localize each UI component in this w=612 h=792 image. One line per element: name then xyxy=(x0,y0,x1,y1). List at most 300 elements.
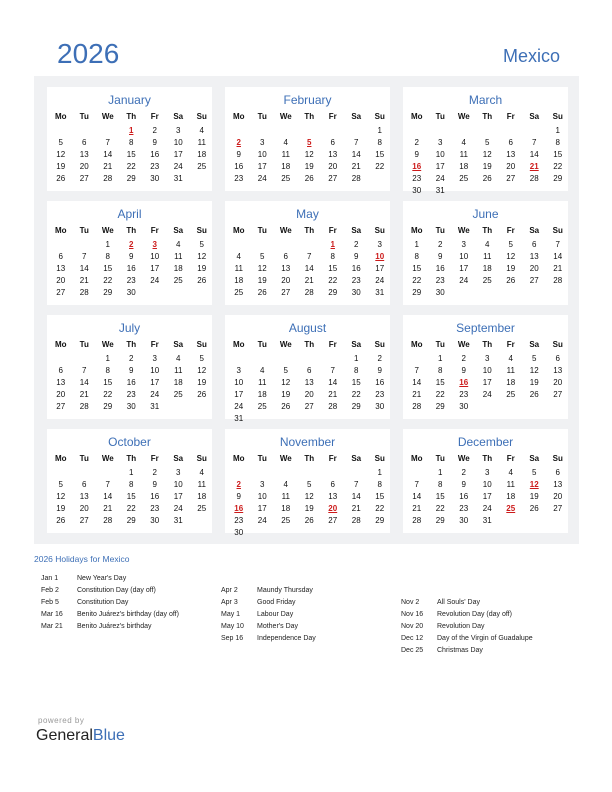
weekday-header: Su xyxy=(196,454,207,463)
month-name: June xyxy=(472,207,499,221)
day-cell: 19 xyxy=(482,162,492,171)
day-cell: 28 xyxy=(328,402,338,411)
day-cell: 22 xyxy=(103,390,113,399)
day-cell: 17 xyxy=(150,378,160,387)
month-july xyxy=(47,315,212,419)
day-cell: 15 xyxy=(126,150,136,159)
day-cell: 20 xyxy=(56,390,66,399)
day-cell: 9 xyxy=(152,480,157,489)
day-cell: 26 xyxy=(529,504,539,513)
weekday-header: We xyxy=(279,454,292,463)
day-cell: 17 xyxy=(173,492,183,501)
weekday-header: Sa xyxy=(173,340,184,349)
day-cell: 20 xyxy=(506,162,516,171)
day-cell: 6 xyxy=(555,468,560,477)
weekday-header: Fr xyxy=(506,340,515,349)
day-cell: 8 xyxy=(330,252,335,261)
day-cell: 24 xyxy=(150,390,160,399)
weekday-header: We xyxy=(101,340,114,349)
holiday-day-cell: 2 xyxy=(236,138,241,147)
day-cell: 4 xyxy=(176,240,181,249)
day-cell: 17 xyxy=(173,150,183,159)
day-cell: 2 xyxy=(461,354,466,363)
day-cell: 26 xyxy=(304,174,314,183)
day-cell: 8 xyxy=(377,138,382,147)
day-cell: 10 xyxy=(257,492,267,501)
holiday-entry xyxy=(221,635,316,642)
day-cell: 13 xyxy=(79,150,89,159)
weekday-header: We xyxy=(101,112,114,121)
day-cell: 2 xyxy=(438,240,443,249)
weekday-header: Su xyxy=(552,112,563,121)
day-cell: 9 xyxy=(414,150,419,159)
day-cell: 19 xyxy=(529,378,539,387)
day-cell: 6 xyxy=(283,252,288,261)
weekday-header: Sa xyxy=(351,454,362,463)
holiday-date: Nov 16 xyxy=(401,611,424,618)
day-cell: 5 xyxy=(307,480,312,489)
day-cell: 8 xyxy=(129,138,134,147)
day-cell: 11 xyxy=(197,480,206,489)
day-cell: 21 xyxy=(412,390,422,399)
weekday-header: Mo xyxy=(232,112,245,121)
day-cell: 29 xyxy=(375,516,385,525)
weekday-header: Tu xyxy=(257,454,267,463)
day-cell: 13 xyxy=(56,378,66,387)
day-cell: 4 xyxy=(236,252,241,261)
day-cell: 29 xyxy=(126,174,136,183)
day-cell: 18 xyxy=(482,264,492,273)
weekday-header: Fr xyxy=(328,340,337,349)
day-cell: 2 xyxy=(152,468,157,477)
weekday-header: Su xyxy=(196,340,207,349)
day-cell: 28 xyxy=(103,516,113,525)
day-cell: 5 xyxy=(485,138,490,147)
day-cell: 7 xyxy=(330,366,335,375)
month-august xyxy=(225,315,390,423)
holidays-title: 2026 Holidays for Mexico xyxy=(34,554,130,564)
day-cell: 24 xyxy=(173,504,183,513)
day-cell: 23 xyxy=(459,390,469,399)
weekday-header: Th xyxy=(482,454,493,463)
day-cell: 31 xyxy=(435,186,445,195)
day-cell: 25 xyxy=(173,390,183,399)
day-cell: 4 xyxy=(508,354,513,363)
day-cell: 15 xyxy=(375,150,385,159)
day-cell: 20 xyxy=(553,378,563,387)
day-cell: 11 xyxy=(197,138,206,147)
day-cell: 29 xyxy=(435,402,445,411)
day-cell: 23 xyxy=(126,390,136,399)
day-cell: 10 xyxy=(482,366,492,375)
day-cell: 4 xyxy=(199,126,204,135)
day-cell: 11 xyxy=(174,252,183,261)
day-cell: 20 xyxy=(79,504,89,513)
day-cell: 31 xyxy=(375,288,385,297)
day-cell: 27 xyxy=(328,174,338,183)
month-name: April xyxy=(117,207,142,221)
day-cell: 31 xyxy=(150,402,160,411)
weekday-header: We xyxy=(101,226,114,235)
day-cell: 26 xyxy=(304,516,314,525)
day-cell: 23 xyxy=(351,276,361,285)
day-cell: 25 xyxy=(234,288,244,297)
day-cell: 28 xyxy=(351,174,361,183)
day-cell: 29 xyxy=(412,288,422,297)
day-cell: 11 xyxy=(459,150,468,159)
weekday-header: Sa xyxy=(173,226,184,235)
day-cell: 8 xyxy=(354,366,359,375)
day-cell: 10 xyxy=(459,252,469,261)
holiday-day-cell: 16 xyxy=(459,378,469,387)
day-cell: 18 xyxy=(281,504,291,513)
weekday-header: Tu xyxy=(79,340,89,349)
day-cell: 14 xyxy=(328,378,338,387)
weekday-header: We xyxy=(457,340,470,349)
weekday-header: Su xyxy=(196,112,207,121)
day-cell: 23 xyxy=(234,174,244,183)
day-cell: 1 xyxy=(414,240,419,249)
day-cell: 27 xyxy=(281,288,291,297)
month-march xyxy=(403,87,568,195)
day-cell: 21 xyxy=(79,390,89,399)
day-cell: 20 xyxy=(79,162,89,171)
day-cell: 28 xyxy=(103,174,113,183)
day-cell: 3 xyxy=(438,138,443,147)
weekday-header: Tu xyxy=(435,112,445,121)
day-cell: 7 xyxy=(555,240,560,249)
day-cell: 2 xyxy=(152,126,157,135)
day-cell: 25 xyxy=(197,504,207,513)
day-cell: 6 xyxy=(330,480,335,489)
day-cell: 14 xyxy=(351,150,361,159)
day-cell: 12 xyxy=(482,150,492,159)
holiday-name: Constitution Day (day off) xyxy=(77,587,156,594)
day-cell: 29 xyxy=(126,516,136,525)
holiday-entry xyxy=(401,647,483,654)
day-cell: 13 xyxy=(79,492,89,501)
holiday-day-cell: 5 xyxy=(307,138,312,147)
weekday-header: Su xyxy=(552,340,563,349)
day-cell: 25 xyxy=(506,390,516,399)
day-cell: 24 xyxy=(482,390,492,399)
day-cell: 5 xyxy=(260,252,265,261)
weekday-header: Mo xyxy=(232,340,245,349)
holiday-name: Revolution Day (day off) xyxy=(437,611,512,618)
weekday-header: Tu xyxy=(79,454,89,463)
weekday-header: We xyxy=(101,454,114,463)
day-cell: 29 xyxy=(103,288,113,297)
day-cell: 11 xyxy=(234,264,243,273)
day-cell: 28 xyxy=(412,516,422,525)
day-cell: 8 xyxy=(129,480,134,489)
day-cell: 28 xyxy=(412,402,422,411)
day-cell: 23 xyxy=(435,276,445,285)
day-cell: 1 xyxy=(555,126,560,135)
holiday-name: Maundy Thursday xyxy=(257,587,313,594)
day-cell: 15 xyxy=(412,264,422,273)
day-cell: 22 xyxy=(126,162,136,171)
day-cell: 22 xyxy=(126,504,136,513)
day-cell: 21 xyxy=(304,276,314,285)
day-cell: 18 xyxy=(234,276,244,285)
day-cell: 25 xyxy=(197,162,207,171)
holiday-name: New Year's Day xyxy=(77,575,127,582)
holiday-date: Feb 2 xyxy=(41,587,59,594)
day-cell: 30 xyxy=(126,402,136,411)
weekday-header: Th xyxy=(304,454,315,463)
day-cell: 6 xyxy=(307,366,312,375)
day-cell: 4 xyxy=(283,480,288,489)
day-cell: 6 xyxy=(58,366,63,375)
weekday-header: Mo xyxy=(54,454,67,463)
day-cell: 1 xyxy=(377,468,382,477)
day-cell: 3 xyxy=(176,468,181,477)
day-cell: 27 xyxy=(56,402,66,411)
month-name: October xyxy=(108,435,151,449)
day-cell: 15 xyxy=(351,378,361,387)
holiday-name: Labour Day xyxy=(257,611,294,618)
day-cell: 15 xyxy=(103,264,113,273)
day-cell: 18 xyxy=(459,162,469,171)
weekday-header: We xyxy=(457,226,470,235)
calendar-grid xyxy=(34,76,579,544)
day-cell: 30 xyxy=(234,528,244,537)
day-cell: 21 xyxy=(103,504,113,513)
day-cell: 6 xyxy=(508,138,513,147)
day-cell: 30 xyxy=(375,402,385,411)
day-cell: 18 xyxy=(281,162,291,171)
day-cell: 27 xyxy=(79,516,89,525)
day-cell: 30 xyxy=(150,516,160,525)
weekday-header: Th xyxy=(126,226,137,235)
day-cell: 21 xyxy=(103,162,113,171)
day-cell: 28 xyxy=(79,288,89,297)
day-cell: 27 xyxy=(56,288,66,297)
day-cell: 30 xyxy=(412,186,422,195)
day-cell: 13 xyxy=(56,264,66,273)
weekday-header: Fr xyxy=(150,226,159,235)
day-cell: 6 xyxy=(58,252,63,261)
month-january xyxy=(47,87,212,191)
day-cell: 26 xyxy=(197,390,207,399)
holiday-date: Mar 16 xyxy=(41,611,63,618)
day-cell: 30 xyxy=(435,288,445,297)
day-cell: 23 xyxy=(234,516,244,525)
day-cell: 15 xyxy=(126,492,136,501)
day-cell: 9 xyxy=(438,252,443,261)
holiday-entry xyxy=(401,635,533,642)
day-cell: 30 xyxy=(459,402,469,411)
day-cell: 4 xyxy=(199,468,204,477)
day-cell: 7 xyxy=(414,480,419,489)
holiday-day-cell: 1 xyxy=(330,240,335,249)
day-cell: 4 xyxy=(461,138,466,147)
day-cell: 15 xyxy=(375,492,385,501)
day-cell: 5 xyxy=(58,480,63,489)
day-cell: 20 xyxy=(328,162,338,171)
day-cell: 23 xyxy=(126,276,136,285)
day-cell: 29 xyxy=(435,516,445,525)
weekday-header: Su xyxy=(374,226,385,235)
day-cell: 22 xyxy=(351,390,361,399)
holiday-entry xyxy=(41,575,126,582)
holiday-entry xyxy=(221,623,298,630)
day-cell: 15 xyxy=(435,378,445,387)
day-cell: 24 xyxy=(375,276,385,285)
day-cell: 12 xyxy=(529,366,539,375)
day-cell: 5 xyxy=(199,354,204,363)
holiday-date: Feb 5 xyxy=(41,599,59,606)
day-cell: 9 xyxy=(129,366,134,375)
day-cell: 30 xyxy=(126,288,136,297)
day-cell: 27 xyxy=(304,402,314,411)
day-cell: 24 xyxy=(257,516,267,525)
day-cell: 12 xyxy=(304,492,314,501)
holiday-day-cell: 16 xyxy=(234,504,244,513)
holiday-name: Mother's Day xyxy=(257,623,299,630)
month-name: May xyxy=(296,207,319,221)
day-cell: 12 xyxy=(197,252,207,261)
weekday-header: Th xyxy=(482,112,493,121)
day-cell: 25 xyxy=(173,276,183,285)
month-name: February xyxy=(283,93,332,107)
day-cell: 12 xyxy=(197,366,207,375)
day-cell: 7 xyxy=(82,252,87,261)
day-cell: 3 xyxy=(461,240,466,249)
weekday-header: Sa xyxy=(529,226,540,235)
day-cell: 19 xyxy=(197,378,207,387)
day-cell: 16 xyxy=(459,492,469,501)
holiday-date: May 10 xyxy=(221,623,244,630)
day-cell: 20 xyxy=(281,276,291,285)
holiday-day-cell: 10 xyxy=(375,252,385,261)
weekday-header: Fr xyxy=(328,112,337,121)
day-cell: 22 xyxy=(412,276,422,285)
weekday-header: Fr xyxy=(506,112,515,121)
day-cell: 15 xyxy=(553,150,563,159)
powered-by-label: powered by xyxy=(38,716,85,725)
day-cell: 17 xyxy=(257,162,267,171)
month-name: December xyxy=(457,435,514,449)
day-cell: 20 xyxy=(529,264,539,273)
weekday-header: Mo xyxy=(232,226,245,235)
day-cell: 28 xyxy=(529,174,539,183)
weekday-header: Tu xyxy=(79,112,89,121)
weekday-header: Tu xyxy=(257,340,267,349)
day-cell: 6 xyxy=(532,240,537,249)
weekday-header: Sa xyxy=(173,454,184,463)
day-cell: 11 xyxy=(174,366,183,375)
day-cell: 23 xyxy=(412,174,422,183)
weekday-header: Fr xyxy=(150,454,159,463)
holiday-day-cell: 16 xyxy=(412,162,422,171)
day-cell: 15 xyxy=(328,264,338,273)
day-cell: 30 xyxy=(351,288,361,297)
day-cell: 5 xyxy=(58,138,63,147)
day-cell: 13 xyxy=(304,378,314,387)
day-cell: 17 xyxy=(375,264,385,273)
day-cell: 17 xyxy=(482,378,492,387)
holiday-day-cell: 21 xyxy=(529,162,539,171)
day-cell: 10 xyxy=(482,480,492,489)
day-cell: 6 xyxy=(82,480,87,489)
month-april xyxy=(47,201,212,305)
holiday-entry xyxy=(41,587,156,594)
day-cell: 22 xyxy=(375,162,385,171)
day-cell: 16 xyxy=(150,150,160,159)
day-cell: 27 xyxy=(553,504,563,513)
weekday-header: Sa xyxy=(351,340,362,349)
day-cell: 18 xyxy=(257,390,267,399)
day-cell: 27 xyxy=(79,174,89,183)
month-name: July xyxy=(118,321,141,335)
holiday-day-cell: 3 xyxy=(152,240,157,249)
day-cell: 23 xyxy=(150,162,160,171)
weekday-header: Fr xyxy=(506,226,515,235)
holiday-date: Nov 2 xyxy=(401,599,420,606)
day-cell: 3 xyxy=(260,138,265,147)
holiday-date: Mar 21 xyxy=(41,623,63,630)
day-cell: 3 xyxy=(377,240,382,249)
day-cell: 7 xyxy=(105,480,110,489)
day-cell: 21 xyxy=(79,276,89,285)
day-cell: 14 xyxy=(103,150,113,159)
day-cell: 21 xyxy=(351,504,361,513)
day-cell: 6 xyxy=(555,354,560,363)
day-cell: 5 xyxy=(283,366,288,375)
day-cell: 14 xyxy=(79,264,89,273)
holiday-entry xyxy=(221,599,296,606)
day-cell: 14 xyxy=(553,252,563,261)
holiday-name: Constitution Day xyxy=(77,599,129,606)
day-cell: 1 xyxy=(438,354,443,363)
day-cell: 14 xyxy=(79,378,89,387)
day-cell: 3 xyxy=(485,468,490,477)
day-cell: 16 xyxy=(375,378,385,387)
weekday-header: Mo xyxy=(410,340,423,349)
holiday-date: Jan 1 xyxy=(41,575,59,582)
month-september xyxy=(403,315,568,419)
day-cell: 19 xyxy=(304,504,314,513)
day-cell: 23 xyxy=(150,504,160,513)
day-cell: 21 xyxy=(553,264,563,273)
day-cell: 15 xyxy=(435,492,445,501)
holiday-entry xyxy=(401,599,480,606)
day-cell: 26 xyxy=(257,288,267,297)
day-cell: 31 xyxy=(234,414,244,423)
day-cell: 16 xyxy=(150,492,160,501)
day-cell: 12 xyxy=(56,150,66,159)
day-cell: 17 xyxy=(150,264,160,273)
day-cell: 16 xyxy=(126,378,136,387)
weekday-header: Su xyxy=(552,454,563,463)
weekday-header: Sa xyxy=(529,340,540,349)
day-cell: 4 xyxy=(485,240,490,249)
day-cell: 10 xyxy=(435,150,445,159)
day-cell: 16 xyxy=(126,264,136,273)
day-cell: 3 xyxy=(260,480,265,489)
day-cell: 7 xyxy=(414,366,419,375)
day-cell: 7 xyxy=(82,366,87,375)
day-cell: 14 xyxy=(412,378,422,387)
holiday-date: Dec 12 xyxy=(401,635,424,642)
day-cell: 4 xyxy=(176,354,181,363)
holiday-entry xyxy=(401,623,484,630)
day-cell: 18 xyxy=(197,150,207,159)
day-cell: 19 xyxy=(56,162,66,171)
day-cell: 12 xyxy=(56,492,66,501)
